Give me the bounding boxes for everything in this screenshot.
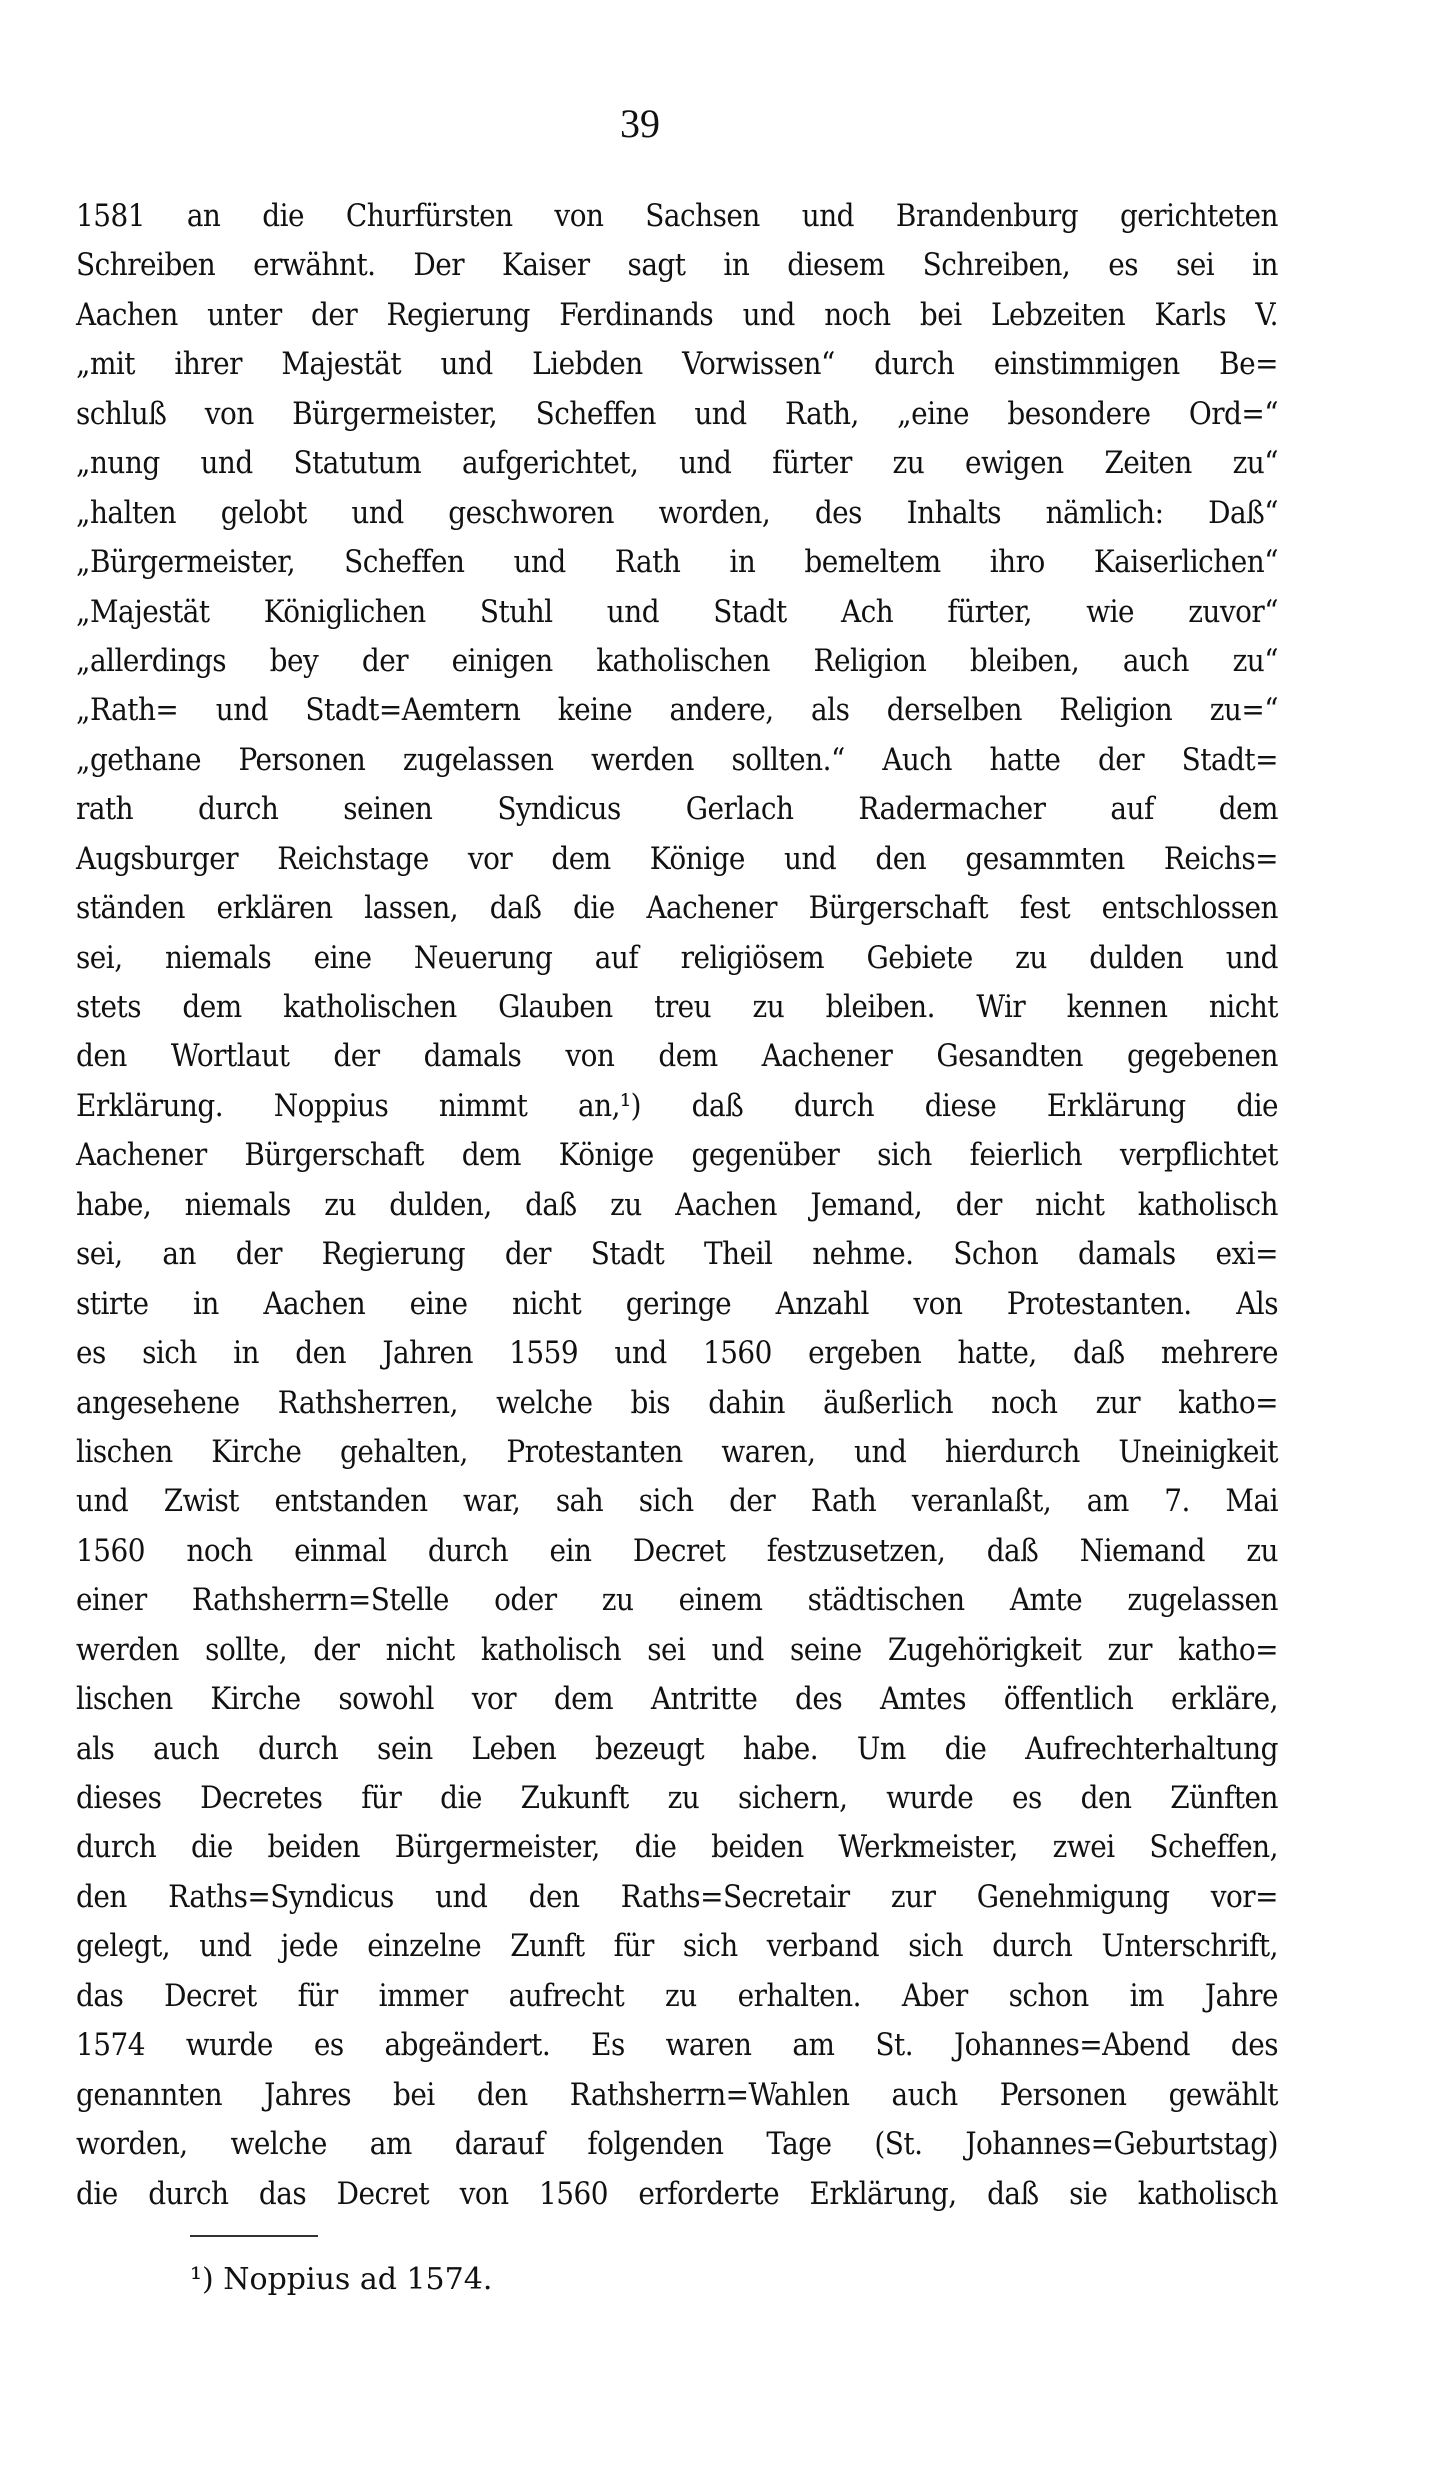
text-line: 1560 noch einmal durch ein Decret festzusetzen, daß Niemand zu [76, 1532, 1278, 1569]
text-line: „Rath= und Stadt=Aemtern keine andere, als derselben Religion zu=“ [76, 692, 1278, 729]
text-line: „mit ihrer Majestät und Liebden Vorwissen“ durch einstimmigen Be= [76, 346, 1278, 383]
text-line: schluß von Bürgermeister, Scheffen und Rath, „eine besondere Ord=“ [76, 395, 1278, 432]
text-line: die durch das Decret von 1560 erforderte Erklärung, daß sie katholisch [76, 2175, 1278, 2212]
text-line: Aachener Bürgerschaft dem Könige gegenüber sich feierlich verpflichtet [76, 1137, 1278, 1174]
text-line: rath durch seinen Syndicus Gerlach Radermacher auf dem [76, 791, 1278, 828]
text-line: das Decret für immer aufrecht zu erhalten. Aber schon im Jahre [76, 1977, 1278, 2014]
text-line: „Bürgermeister, Scheffen und Rath in bemeltem ihro Kaiserlichen“ [76, 544, 1278, 581]
text-line: lischen Kirche gehalten, Protestanten waren, und hierdurch Uneinigkeit [76, 1433, 1278, 1470]
text-line: angesehene Rathsherren, welche bis dahin äußerlich noch zur katho= [76, 1384, 1278, 1421]
text-line: sei, niemals eine Neuerung auf religiösem Gebiete zu dulden und [76, 939, 1278, 976]
text-line: stirte in Aachen eine nicht geringe Anzahl von Protestanten. Als [76, 1285, 1278, 1322]
text-line: „gethane Personen zugelassen werden sollten.“ Auch hatte der Stadt= [76, 741, 1278, 778]
text-line: und Zwist entstanden war, sah sich der Rath veranlaßt, am 7. Mai [76, 1483, 1278, 1520]
text-line: den Raths=Syndicus und den Raths=Secretair zur Genehmigung vor= [76, 1878, 1278, 1915]
footnote-marker: ¹) [190, 2262, 214, 2297]
footnote [190, 2262, 492, 2297]
text-line: 1574 wurde es abgeändert. Es waren am St. Johannes=Abend des [76, 2027, 1278, 2064]
text-line: Aachen unter der Regierung Ferdinands und noch bei Lebzeiten Karls V. [76, 296, 1278, 333]
text-line: Erklärung. Noppius nimmt an,¹) daß durch diese Erklärung die [76, 1087, 1278, 1124]
text-line: Schreiben erwähnt. Der Kaiser sagt in diesem Schreiben, es sei in [76, 247, 1278, 284]
text-line: sei, an der Regierung der Stadt Theil nehme. Schon damals exi= [76, 1236, 1278, 1273]
text-line: genannten Jahres bei den Rathsherrn=Wahlen auch Personen gewählt [76, 2076, 1278, 2113]
footnote-divider [190, 2235, 318, 2237]
text-line: „halten gelobt und geschworen worden, des Inhalts nämlich: Daß“ [76, 494, 1278, 531]
text-line: habe, niemals zu dulden, daß zu Aachen Jemand, der nicht katholisch [76, 1186, 1278, 1223]
text-line: stets dem katholischen Glauben treu zu bleiben. Wir kennen nicht [76, 989, 1278, 1025]
text-line: ständen erklären lassen, daß die Aachener Bürgerschaft fest entschlossen [76, 890, 1278, 927]
text-line: durch die beiden Bürgermeister, die beiden Werkmeister, zwei Scheffen, [76, 1829, 1278, 1866]
text-line: dieses Decretes für die Zukunft zu sichern, wurde es den Zünften [76, 1780, 1278, 1816]
page-number: 39 [620, 101, 660, 146]
text-line: „nung und Statutum aufgerichtet, und fürter zu ewigen Zeiten zu“ [76, 445, 1278, 482]
text-line: gelegt, und jede einzelne Zunft für sich verband sich durch Unterschrift, [76, 1928, 1278, 1965]
footnote-text: Noppius ad 1574. [223, 2262, 493, 2297]
text-line: „allerdings bey der einigen katholischen Religion bleiben, auch zu“ [76, 642, 1278, 679]
text-line: es sich in den Jahren 1559 und 1560 ergeben hatte, daß mehrere [76, 1335, 1278, 1372]
text-line: einer Rathsherrn=Stelle oder zu einem städtischen Amte zugelassen [76, 1582, 1278, 1619]
text-line: Augsburger Reichstage vor dem Könige und den gesammten Reichs= [76, 840, 1278, 877]
text-line: worden, welche am darauf folgenden Tage (St. Johannes=Geburtstag) [76, 2126, 1278, 2163]
text-line: den Wortlaut der damals von dem Aachener Gesandten gegebenen [76, 1038, 1278, 1075]
text-line: lischen Kirche sowohl vor dem Antritte des Amtes öffentlich erkläre, [76, 1681, 1278, 1718]
text-line: als auch durch sein Leben bezeugt habe. Um die Aufrechterhaltung [76, 1730, 1278, 1767]
text-line: 1581 an die Churfürsten von Sachsen und Brandenburg gerichteten [76, 198, 1278, 234]
text-line: werden sollte, der nicht katholisch sei und seine Zugehörigkeit zur katho= [76, 1631, 1278, 1668]
text-line: „Majestät Königlichen Stuhl und Stadt Ach fürter, wie zuvor“ [76, 593, 1278, 630]
body-text [76, 192, 1278, 2219]
